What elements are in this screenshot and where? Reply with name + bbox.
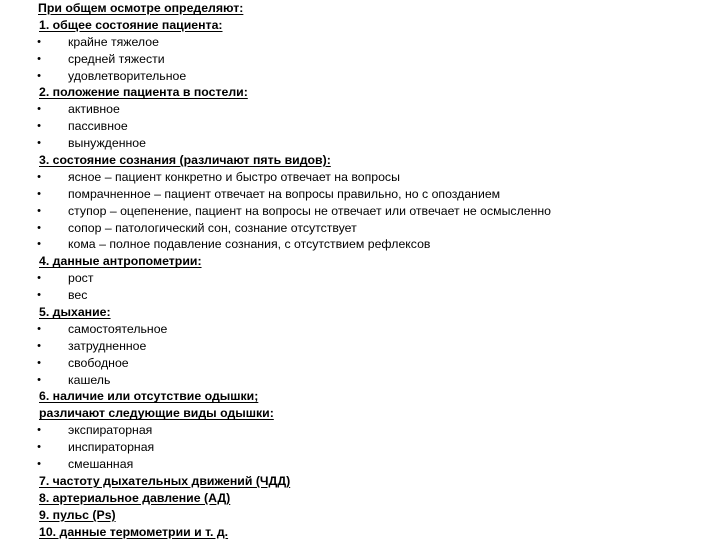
list-item: • смешанная [38,456,708,473]
list-item: • самостоятельное [38,321,708,338]
bullet-icon: • [37,238,41,251]
section-heading-anthropometry: 4. данные антропометрии: [39,254,202,269]
list-item: • вынужденное [38,135,708,152]
list-item: • свободное [38,355,708,372]
bullet-icon: • [37,69,41,82]
list-item: • кома – полное подавление сознания, с отсутствием рефлексов [38,236,708,253]
bullet-icon: • [37,137,41,150]
list-item: • кашель [38,372,708,389]
list-item: • пассивное [38,118,708,135]
bullet-icon: • [37,458,41,471]
section-heading-general-condition: 1. общее состояние пациента: [39,17,223,32]
bullet-icon: • [37,221,41,234]
list-item: • ступор – оцепенение, пациент на вопросы не отвечает или отвечает не осмысленно [38,203,708,220]
bullet-icon: • [37,424,41,437]
section-heading-dyspnea: 6. наличие или отсутствие одышки; [39,389,259,404]
bullet-icon: • [37,339,41,352]
bullet-icon: • [37,52,41,65]
section-subheading-dyspnea-types: различают следующие виды одышки: [39,406,274,421]
list-item: • средней тяжести [38,51,708,68]
bullet-icon: • [37,322,41,335]
bullet-icon: • [37,170,41,183]
list-item: • инспираторная [38,439,708,456]
bullet-icon: • [37,187,41,200]
section-heading-thermometry: 10. данные термометрии и т. д. [39,524,229,539]
document-title: При общем осмотре определяют: [38,1,244,15]
list-item: • экспираторная [38,422,708,439]
list-item: • удовлетворительное [38,68,708,85]
bullet-icon: • [37,103,41,116]
section-heading-blood-pressure: 8. артериальное давление (АД) [39,490,231,505]
bullet-icon: • [37,272,41,285]
list-item: • помрачненное – пациент отвечает на вопросы правильно, но с опозданием [38,186,708,203]
section-heading-pulse: 9. пульс (Ps) [39,507,116,522]
bullet-icon: • [37,204,41,217]
bullet-icon: • [37,356,41,369]
document-body [38,0,708,541]
list-item: • ясное – пациент конкретно и быстро отвечает на вопросы [38,169,708,186]
list-item: • рост [38,270,708,287]
section-heading-respiratory-rate: 7. частоту дыхательных движений (ЧДД) [39,473,291,488]
bullet-icon: • [37,35,41,48]
list-item: • сопор – патологический сон, сознание отсутствует [38,220,708,237]
bullet-icon: • [37,289,41,302]
section-heading-consciousness: 3. состояние сознания (различают пять видов): [39,153,331,168]
bullet-icon: • [37,441,41,454]
bullet-icon: • [37,120,41,133]
list-item: • активное [38,101,708,118]
section-heading-breathing: 5. дыхание: [39,305,111,320]
list-item: • крайне тяжелое [38,34,708,51]
bullet-icon: • [37,373,41,386]
section-heading-bed-position: 2. положение пациента в постели: [39,85,248,100]
list-item: • вес [38,287,708,304]
list-item: • затрудненное [38,338,708,355]
